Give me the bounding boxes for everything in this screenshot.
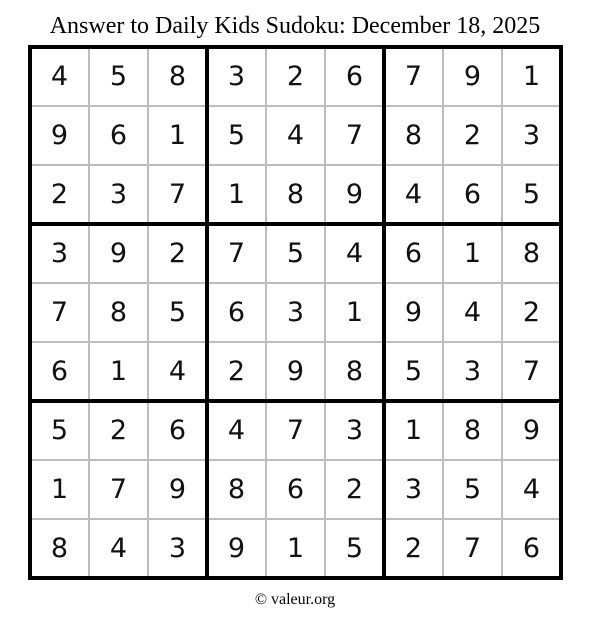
sudoku-cell-r6-c8: 3: [463, 356, 482, 387]
box-horizontal-line: [28, 222, 563, 226]
sudoku-cell-r2-c1: 9: [50, 120, 69, 151]
sudoku-cell-r5-c9: 2: [522, 297, 541, 328]
box-horizontal-line: [28, 576, 563, 580]
sudoku-cell-r1-c5: 2: [286, 61, 305, 92]
sudoku-cell-r3-c5: 8: [286, 179, 305, 210]
sudoku-cell-r3-c2: 3: [109, 179, 128, 210]
cell-horizontal-line: [29, 164, 562, 166]
sudoku-cell-r8-c4: 8: [227, 474, 246, 505]
box-vertical-line: [28, 45, 32, 580]
sudoku-cell-r2-c6: 7: [345, 120, 364, 151]
cell-horizontal-line: [29, 105, 562, 107]
sudoku-cell-r9-c7: 2: [404, 533, 423, 564]
sudoku-cell-r8-c7: 3: [404, 474, 423, 505]
sudoku-cell-r9-c3: 3: [168, 533, 187, 564]
box-vertical-line: [205, 45, 209, 580]
sudoku-cell-r6-c5: 9: [286, 356, 305, 387]
sudoku-cell-r1-c3: 8: [168, 61, 187, 92]
sudoku-cell-r6-c4: 2: [227, 356, 246, 387]
sudoku-cell-r7-c6: 3: [345, 415, 364, 446]
sudoku-cell-r4-c5: 5: [286, 238, 305, 269]
sudoku-cell-r9-c9: 6: [522, 533, 541, 564]
sudoku-cell-r6-c6: 8: [345, 356, 364, 387]
sudoku-cell-r4-c1: 3: [50, 238, 69, 269]
sudoku-cell-r1-c4: 3: [227, 61, 246, 92]
sudoku-cell-r4-c3: 2: [168, 238, 187, 269]
sudoku-cell-r3-c3: 7: [168, 179, 187, 210]
sudoku-cell-r9-c1: 8: [50, 533, 69, 564]
sudoku-cell-r4-c7: 6: [404, 238, 423, 269]
sudoku-cell-r5-c4: 6: [227, 297, 246, 328]
sudoku-cell-r7-c3: 6: [168, 415, 187, 446]
sudoku-cell-r3-c4: 1: [227, 179, 246, 210]
sudoku-cell-r9-c2: 4: [109, 533, 128, 564]
sudoku-cell-r4-c6: 4: [345, 238, 364, 269]
sudoku-cell-r8-c8: 5: [463, 474, 482, 505]
sudoku-board: [30, 47, 561, 578]
sudoku-cell-r2-c5: 4: [286, 120, 305, 151]
sudoku-cell-r2-c3: 1: [168, 120, 187, 151]
sudoku-cell-r4-c9: 8: [522, 238, 541, 269]
cell-horizontal-line: [29, 341, 562, 343]
sudoku-cell-r5-c6: 1: [345, 297, 364, 328]
copyright-footer: © valeur.org: [254, 591, 336, 608]
sudoku-cell-r9-c6: 5: [345, 533, 364, 564]
cell-vertical-line: [324, 46, 326, 579]
cell-horizontal-line: [29, 282, 562, 284]
sudoku-cell-r4-c8: 1: [463, 238, 482, 269]
cell-horizontal-line: [29, 459, 562, 461]
sudoku-cell-r3-c7: 4: [404, 179, 423, 210]
sudoku-cell-r5-c3: 5: [168, 297, 187, 328]
sudoku-cell-r3-c1: 2: [50, 179, 69, 210]
sudoku-cell-r5-c5: 3: [286, 297, 305, 328]
sudoku-cell-r5-c1: 7: [50, 297, 69, 328]
sudoku-cell-r6-c9: 7: [522, 356, 541, 387]
sudoku-cell-r5-c7: 9: [404, 297, 423, 328]
sudoku-cell-r2-c8: 2: [463, 120, 482, 151]
sudoku-cell-r2-c2: 6: [109, 120, 128, 151]
sudoku-cell-r8-c3: 9: [168, 474, 187, 505]
sudoku-cell-r8-c1: 1: [50, 474, 69, 505]
sudoku-cell-r3-c6: 9: [345, 179, 364, 210]
sudoku-cell-r9-c5: 1: [286, 533, 305, 564]
sudoku-cell-r9-c8: 7: [463, 533, 482, 564]
sudoku-cell-r1-c9: 1: [522, 61, 541, 92]
cell-vertical-line: [265, 46, 267, 579]
sudoku-cell-r6-c7: 5: [404, 356, 423, 387]
sudoku-cell-r8-c2: 7: [109, 474, 128, 505]
cell-vertical-line: [442, 46, 444, 579]
box-horizontal-line: [28, 45, 563, 49]
sudoku-cell-r1-c2: 5: [109, 61, 128, 92]
sudoku-cell-r7-c7: 1: [404, 415, 423, 446]
cell-horizontal-line: [29, 518, 562, 520]
sudoku-cell-r6-c3: 4: [168, 356, 187, 387]
sudoku-cell-r5-c2: 8: [109, 297, 128, 328]
sudoku-cell-r2-c4: 5: [227, 120, 246, 151]
sudoku-cell-r8-c6: 2: [345, 474, 364, 505]
sudoku-cell-r1-c6: 6: [345, 61, 364, 92]
sudoku-cell-r1-c8: 9: [463, 61, 482, 92]
sudoku-cell-r7-c8: 8: [463, 415, 482, 446]
sudoku-cell-r6-c1: 6: [50, 356, 69, 387]
sudoku-cell-r1-c1: 4: [50, 61, 69, 92]
sudoku-cell-r7-c5: 7: [286, 415, 305, 446]
sudoku-cell-r2-c7: 8: [404, 120, 423, 151]
sudoku-cell-r6-c2: 1: [109, 356, 128, 387]
cell-vertical-line: [501, 46, 503, 579]
cell-vertical-line: [147, 46, 149, 579]
sudoku-cell-r3-c9: 5: [522, 179, 541, 210]
box-vertical-line: [382, 45, 386, 580]
page-title: Answer to Daily Kids Sudoku: December 18, 2025: [49, 13, 541, 39]
sudoku-cell-r1-c7: 7: [404, 61, 423, 92]
sudoku-cell-r4-c4: 7: [227, 238, 246, 269]
sudoku-cell-r7-c4: 4: [227, 415, 246, 446]
sudoku-cell-r7-c1: 5: [50, 415, 69, 446]
cell-vertical-line: [88, 46, 90, 579]
sudoku-cell-r5-c8: 4: [463, 297, 482, 328]
sudoku-cell-r8-c9: 4: [522, 474, 541, 505]
sudoku-cell-r4-c2: 9: [109, 238, 128, 269]
sudoku-cell-r2-c9: 3: [522, 120, 541, 151]
sudoku-cell-r7-c9: 9: [522, 415, 541, 446]
sudoku-cell-r7-c2: 2: [109, 415, 128, 446]
box-vertical-line: [559, 45, 563, 580]
sudoku-cell-r9-c4: 9: [227, 533, 246, 564]
sudoku-cell-r8-c5: 6: [286, 474, 305, 505]
box-horizontal-line: [28, 399, 563, 403]
sudoku-cell-r3-c8: 6: [463, 179, 482, 210]
